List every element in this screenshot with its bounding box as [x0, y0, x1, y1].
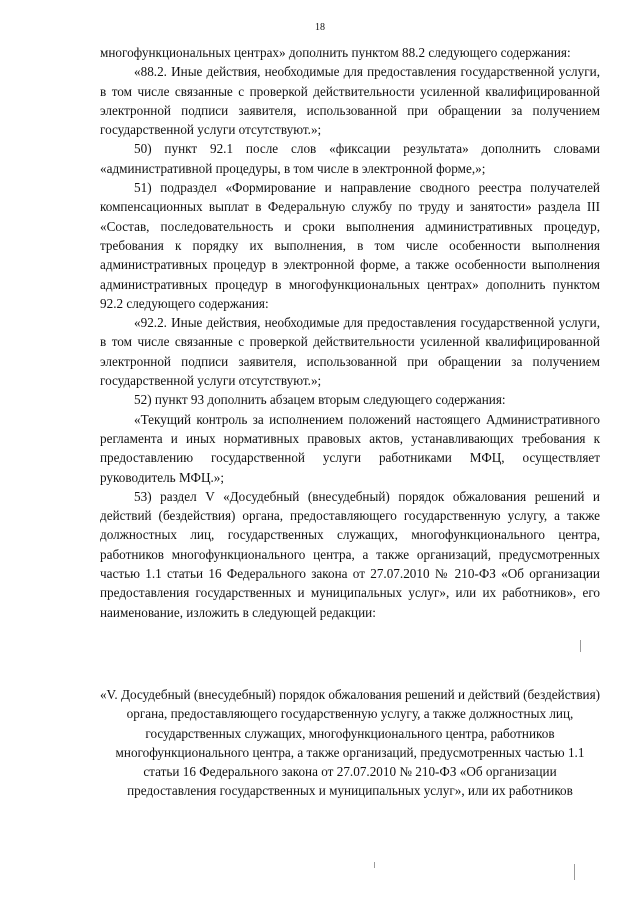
paragraph-item-53: 53) раздел V «Досудебный (внесудебный) порядок обжалования решений и действий (бездействия) органа, предоставляющего государственную услугу, а также должностных лиц, государственных служащих, многофункционального центра, работников многофункционального центра, а также организаций, предусмотренных частью 1.1 статьи 16 Федерального закона от 27.07.2010 № 210-ФЗ «Об организации предоставления государственных и муниципальных услуг», или их работников», его наименование, изложить в следующей редакции: — [100, 488, 600, 620]
section-title: «V. Досудебный (внесудебный) порядок обжалования решений и действий (бездействия) органа, предоставляющего государственную услугу, а также должностных лиц, государственных служащих, многофункционального центра, работников многофункционального центра, а также организаций, предусмотренных частью 1.1 статьи 16 Федерального закона от 27.07.2010 № 210-ФЗ «Об организации предоставления государственных и муниципальных услуг», или их работников — [99, 687, 601, 799]
page-number: 18 — [315, 22, 325, 33]
scan-mark-bottom-center — [374, 862, 375, 868]
scan-mark-right — [580, 640, 581, 652]
paragraph-continuation: многофункциональных центрах» дополнить пунктом 88.2 следующего содержания: — [100, 45, 571, 60]
paragraph-item-92-2: «92.2. Иные действия, необходимые для предоставления государственной услуги, в том числе связанные с проверкой действительности усиленной квалифицированной электронной подписи заявителя, использованной при обращении за получением государственной услуги отсутствуют.»; — [100, 315, 600, 389]
paragraph-item-88-2: «88.2. Иные действия, необходимые для предоставления государственной услуги, в том числе связанные с проверкой действительности усиленной квалифицированной электронной подписи заявителя, использованной при обращении за получением государственной услуги отсутствуют.»; — [100, 64, 600, 138]
paragraph-current-control: «Текущий контроль за исполнением положений настоящего Административного регламента и иных нормативных правовых актов, устанавливающих требования к предоставлению государственной услуги работниками МФЦ, осуществляет руководитель МФЦ.»; — [100, 411, 600, 485]
paragraph-item-51: 51) подраздел «Формирование и направление сводного реестра получателей компенсационных выплат в Федеральную службу по труду и занятости» раздела III «Состав, последовательность и сроки выполнения административных процедур, требования к порядку их выполнения, в том числе особенности выполнения административных процедур в электронной форме, а также особенности выполнения административных процедур в многофункциональных центрах» дополнить пунктом 92.2 следующего содержания: — [100, 180, 600, 311]
scan-mark-bottom-right — [574, 864, 575, 880]
paragraph-item-52: 52) пункт 93 дополнить абзацем вторым следующего содержания: — [134, 392, 506, 408]
paragraph-item-50: 50) пункт 92.1 после слов «фиксации результата» дополнить словами «административной процедуры, в том числе в электронной форме,»; — [100, 141, 600, 176]
document-body — [100, 43, 600, 622]
